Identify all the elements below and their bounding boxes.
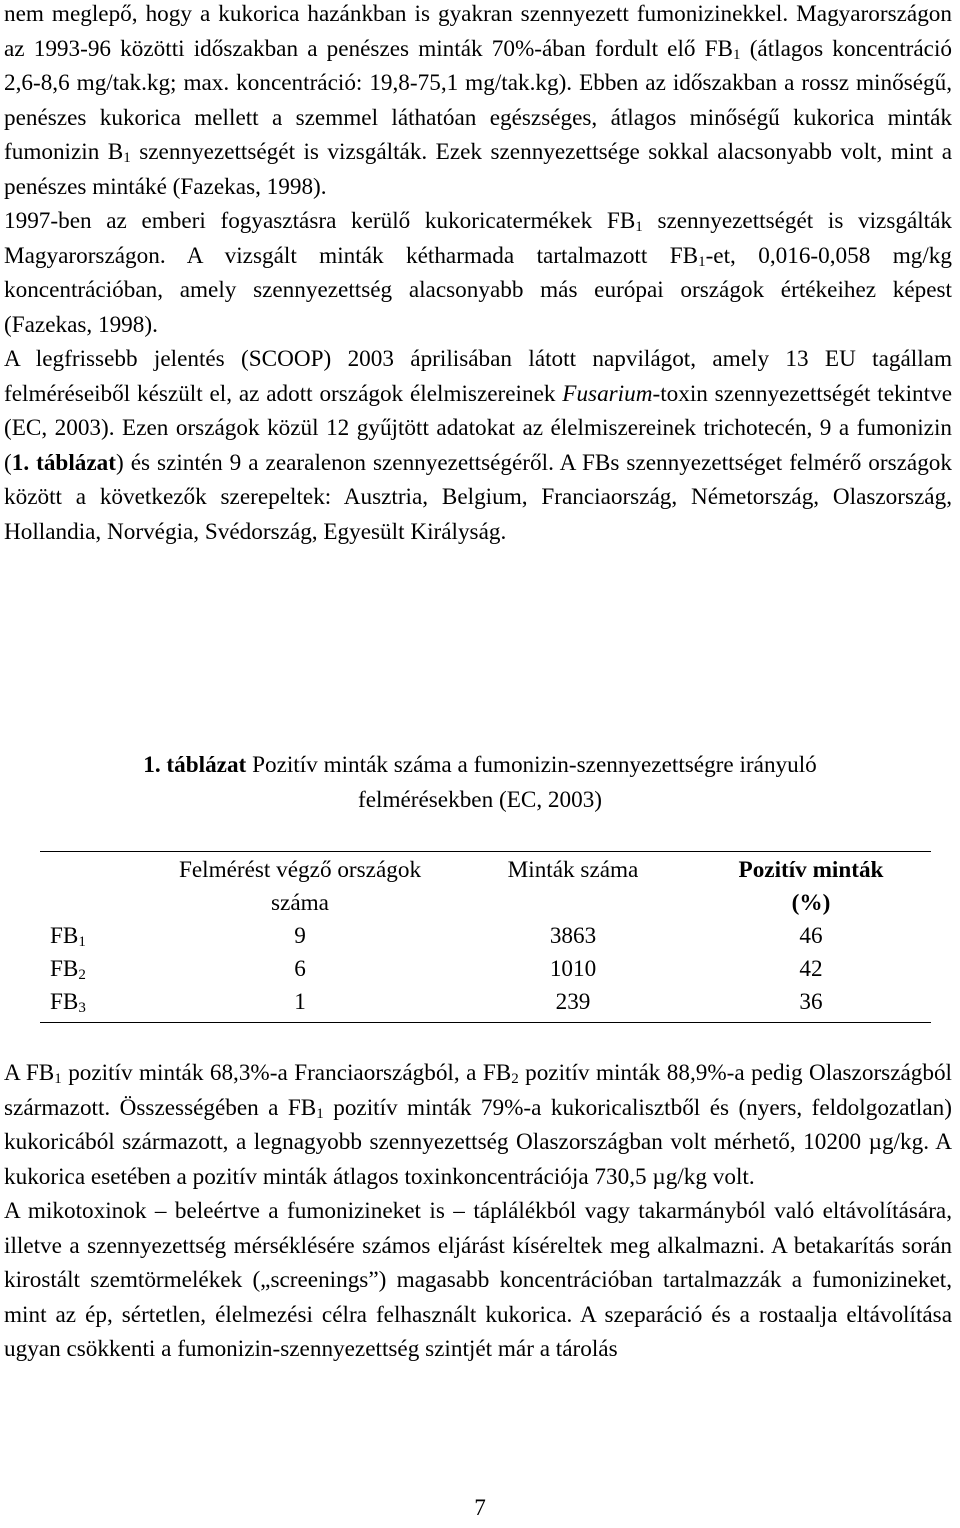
table-row: $FB_1$ 9 3863 46 bbox=[50, 923, 823, 950]
paragraph-5: A mikotoxinok – beleértve a fumonizineket is – táplálékból vagy takarmányból való eltávolítására, illetve a szennyezettség mérséklésére számos eljárást kíséreltek meg alkalmazni. A betakarítás során kirostált szemtörmelékek („screenings”) magasabb koncentrációban tartalmazzák a fumonizineket, mint az ép, sértetlen, élelmezési célra felhasznált kukorica. A szeparáció és a rostaalja eltávolítása ugyan csökkenti a fumonizin-szennyezettség szintjét már a tárolás bbox=[4, 1198, 952, 1362]
body-text-top bbox=[4, 0, 952, 549]
paragraph-1: nem meglepő, hogy a kukorica hazánkban is gyakran szennyezett fumonizinekkel. Magyarországon az 1993-96 közötti időszakban a penészes minták 70%-ában fordult elő $FB_1$ (átlagos koncentráció 2,6-8,6 mg/tak.kg; max. koncentráció: 19,8-75,1 mg/tak.kg). Ebben az időszakban a rossz minőségű, penészes kukorica mellett a szemmel láthatóan egészséges, átlagos minőségű kukorica minták fumonizin $B_1$ szennyezettségét is vizsgálták. Ezek szennyezettsége sokkal alacsonyabb volt, mint a penészes mintáké (Fazekas, 1998). bbox=[4, 1, 952, 200]
data-table bbox=[40, 851, 931, 1023]
body-text-bottom bbox=[4, 1056, 952, 1367]
table-bottom-rule bbox=[40, 1022, 931, 1023]
page-number: 7 bbox=[474, 1495, 486, 1521]
table-header-row bbox=[40, 852, 931, 920]
table-caption-text: Pozitív minták száma a fumonizin-szennyezettségre irányuló bbox=[246, 752, 817, 778]
paragraph-3: A legfrissebb jelentés (SCOOP) 2003 áprilisában látott napvilágot, amely 13 EU tagállam felméréseiből készült el, az adott országok élelmiszereinek Fusarium-toxin szennyezettségét tekintve (EC, 2003). Ezen országok közül 12 gyűjtött adatokat az élelmiszereinek trichotecén, 9 a fumonizin (1. táblázat) és szintén 9 a zearalenon szennyezettségéről. A FBs szennyezettséget felmérő országok között a következők szerepeltek: Ausztria, Belgium, Franciaország, Németország, Olaszország, Hollandia, Norvégia, Svédország, Egyesült Királyság. bbox=[4, 346, 952, 545]
header-positive: Pozitív minták (%) bbox=[738, 857, 884, 916]
paragraph-4: A $FB_1$ pozitív minták 68,3%-a Franciaországból, a $FB_2$ pozitív minták 88,9%-a pedig Olaszországból származott. Összességében a $FB_1$ pozitív minták 79%-a kukoricalisztből és (nyers, feldolgozatlan) kukoricából származott, a legnagyobb szennyezettség Olaszországban volt mérhető, 10200 µg/kg. A kukorica esetében a pozitív minták átlagos toxinkoncentrációja 730,5 µg/kg volt. bbox=[4, 1060, 952, 1190]
paragraph-2: 1997-ben az emberi fogyasztásra kerülő kukoricatermékek $FB_1$ szennyezettségét is vizsgálták Magyarországon. A vizsgált minták kétharmada tartalmazott $FB_1-et$, 0,016-0,058 mg/kg koncentrációban, amely szennyezettség alacsonyabb más európai országok értékeihez képest (Fazekas, 1998). bbox=[4, 208, 953, 338]
header-samples: Minták száma bbox=[507, 857, 639, 883]
table-row: $FB_2$ 6 1010 42 bbox=[50, 956, 823, 983]
table-caption bbox=[0, 748, 960, 817]
table-caption-line2: felmérésekben (EC, 2003) bbox=[357, 786, 603, 813]
table-caption-label: 1. táblázat bbox=[143, 752, 247, 778]
header-countries: Felmérést végző országok száma bbox=[178, 857, 422, 916]
table-row: $FB_3$ 1 239 36 bbox=[50, 989, 823, 1016]
